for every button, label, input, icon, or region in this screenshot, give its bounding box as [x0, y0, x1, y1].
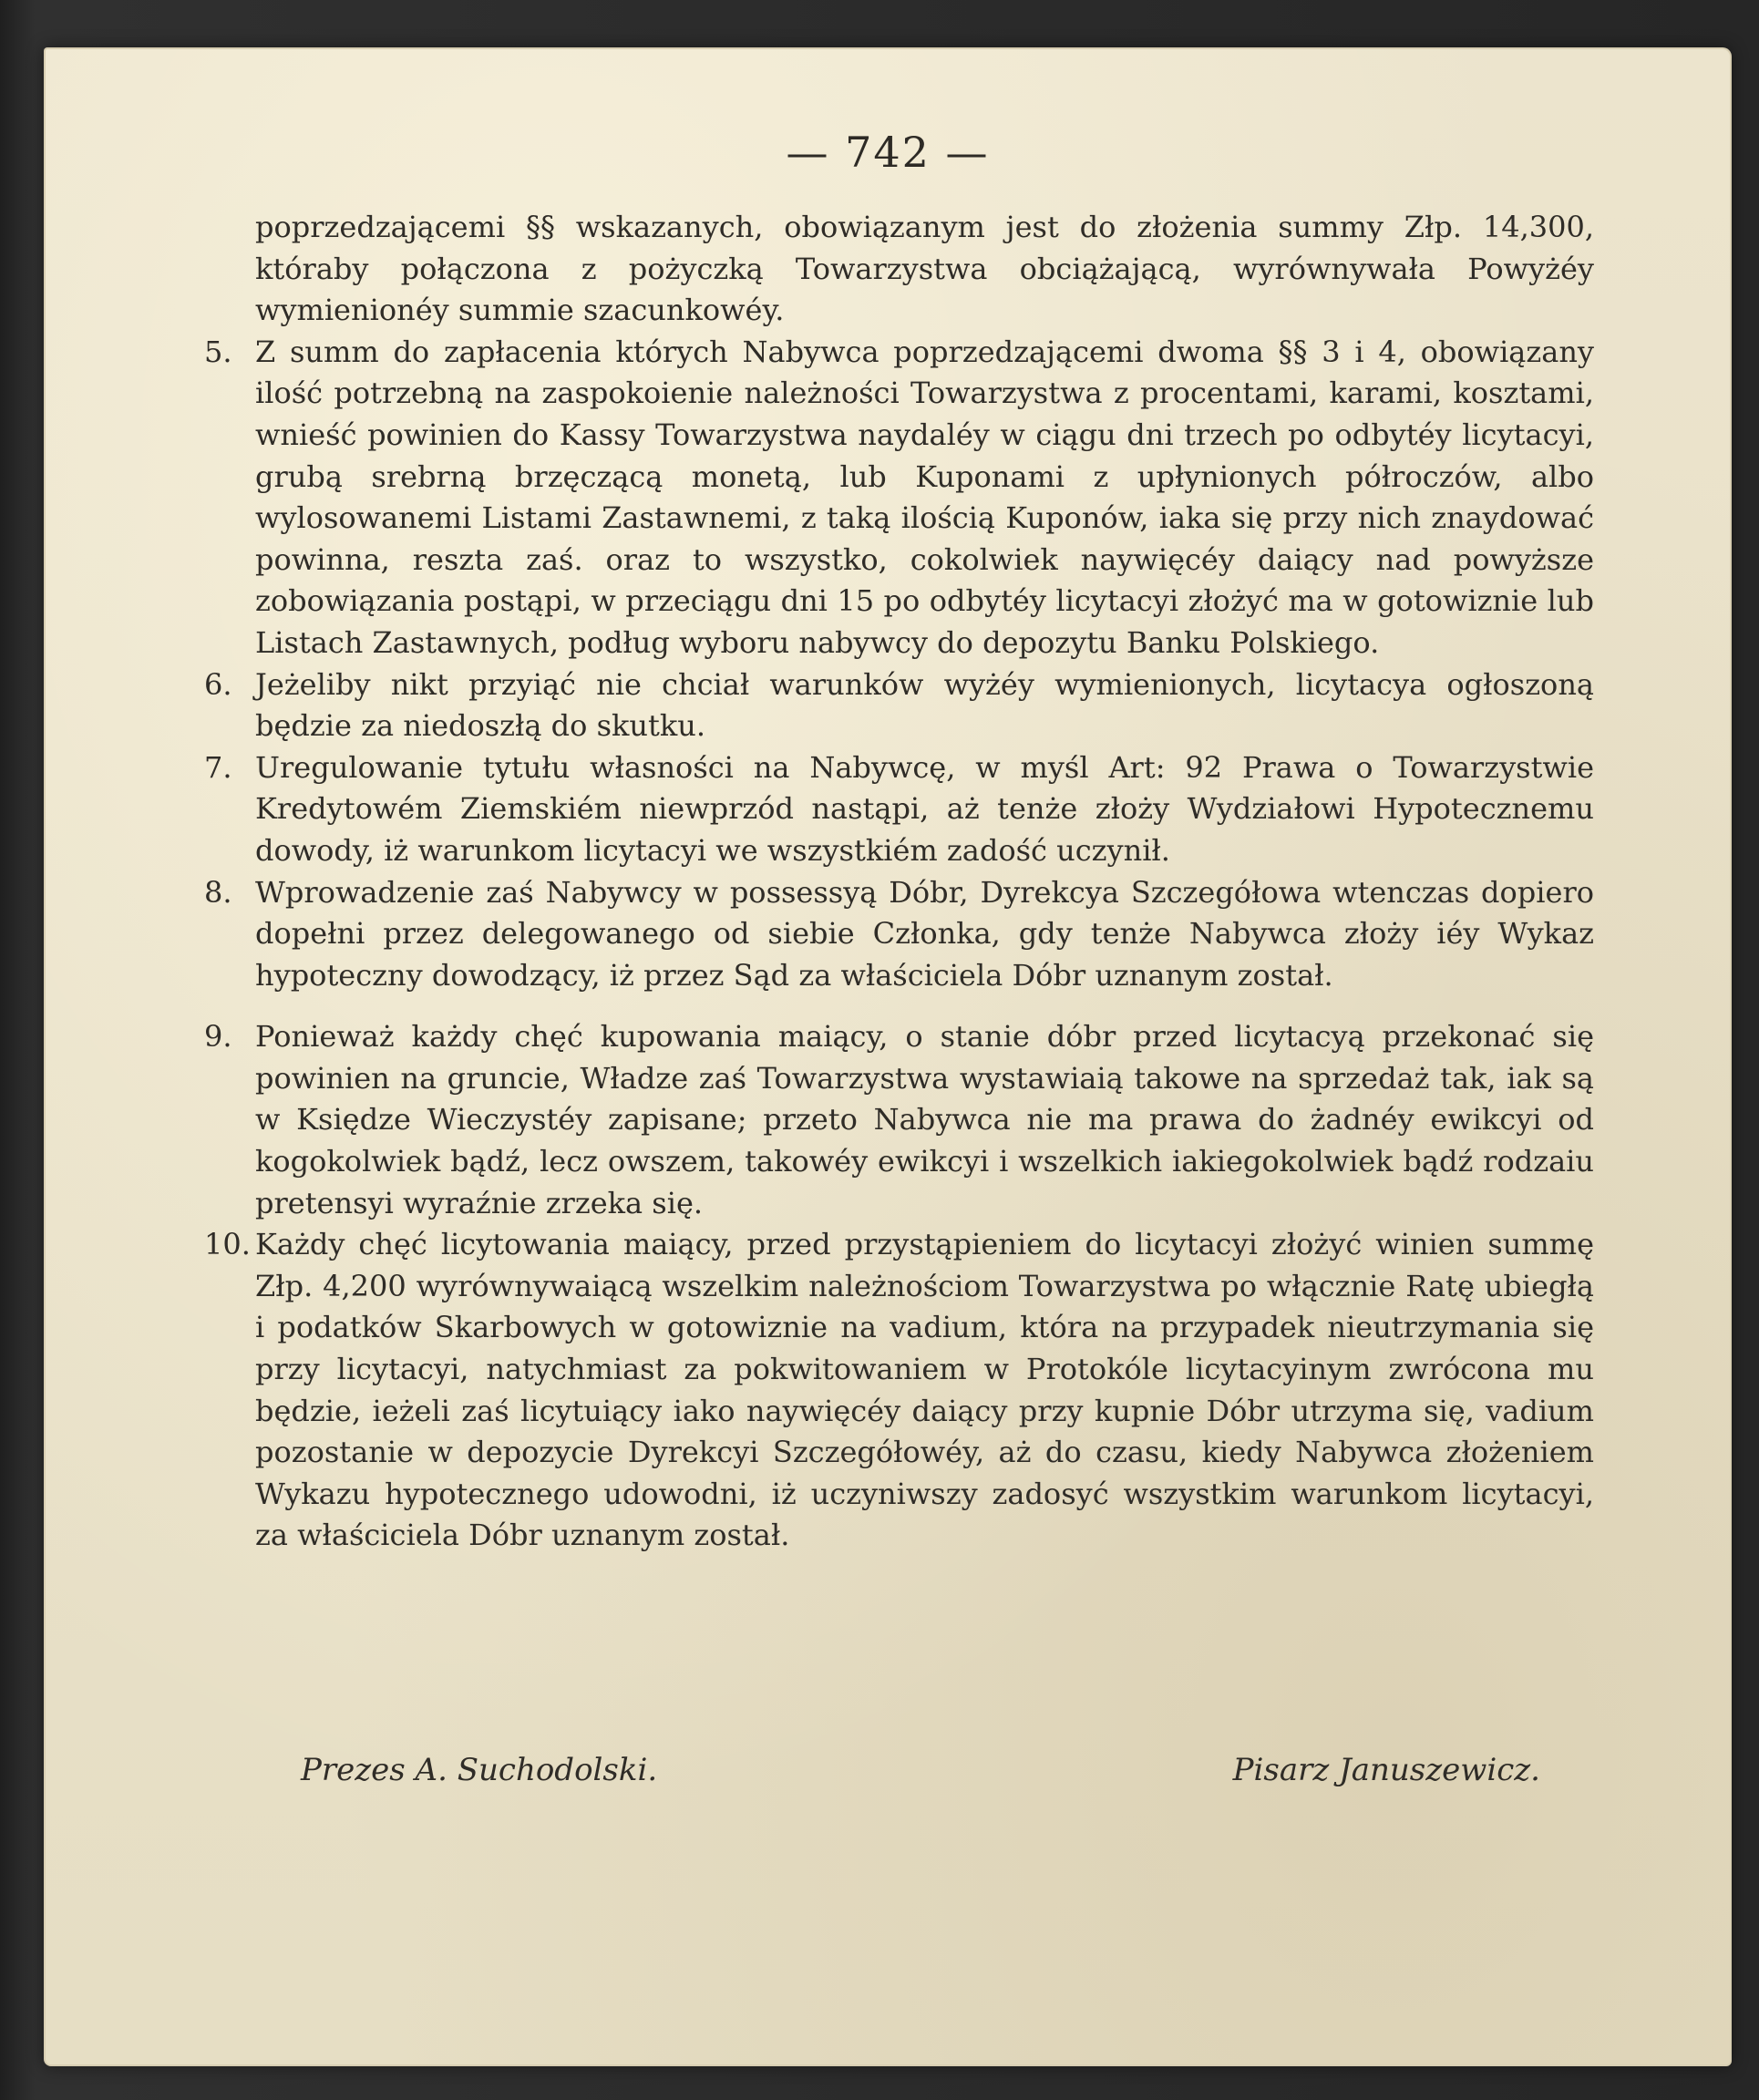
item-number: 6. [204, 666, 232, 702]
item-number: 10. [204, 1227, 251, 1262]
list-item-7 [204, 747, 1594, 872]
item-text: Każdy chęć licytowania maiący, przed przystąpieniem do licytacyi złożyć winien summę Złp. 4,200 wyrównywaiącą wszelkim należnościom Towarzystwa po włącznie Ratę ubiegłą i podatków Skarbowych w gotowiznie na vadium, która na przypadek nieutrzymania się przy licytacyi, natychmiast za pokwitowaniem w Protokóle licytacyinym zwrócona mu będzie, ieżeli zaś licytuiący iako naywięcéy daiący przy kupnie Dóbr utrzyma się, vadium pozostanie w depozycie Dyrekcyi Szczegółowéy, aż do czasu, kiedy Nabywca złożeniem Wykazu hypotecznego udowodni, iż uczyniwszy zadosyć wszystkim warunkom licytacyi, za właściciela Dóbr uznanym został. [255, 1227, 1594, 1553]
document-body [204, 207, 1594, 1557]
item-text: Ponieważ każdy chęć kupowania maiący, o stanie dóbr przed licytacyą przekonać się powinien na gruncie, Władze zaś Towarzystwa wystawiaią takowe na sprzedaż tak, iak są w Księdze Wieczystéy zapisane; przeto Nabywca nie ma prawa do żadnéy ewikcyi od kogokolwiek bądź, lecz owszem, takowéy ewikcyi i wszelkich iakiegokolwiek bądź rodzaiu pretensyi wyraźnie zrzeka się. [255, 1019, 1594, 1220]
item-text: Z summ do zapłacenia których Nabywca poprzedzającemi dwoma §§ 3 i 4, obowiązany ilość potrzebną na zaspokoienie należności Towarzystwa z procentami, karami, kosztami, wnieść powinien do Kassy Towarzystwa naydaléy w ciągu dni trzech po odbytéy licytacyi, grubą srebrną brzęczącą monetą, lub Kuponami z upłynionych półroczów, albo wylosowanemi Listami Zastawnemi, z taką ilością Kuponów, iaka się przy nich znaydować powinna, reszta zaś. oraz to wszystko, cokolwiek naywięcéy daiący nad powyższe zobowiązania postąpi, w przeciągu dni 15 po odbytéy licytacyi złożyć ma w gotowiznie lub Listach Zastawnych, podług wyboru nabywcy do depozytu Banku Polskiego. [255, 334, 1594, 660]
signature-president: Prezes A. Suchodolski. [301, 1752, 658, 1788]
item-text: Wprowadzenie zaś Nabywcy w possessyą Dóbr, Dyrekcya Szczegółowa wtenczas dopiero dopełni przez delegowanego od siebie Członka, gdy tenże Nabywca złoży iéy Wykaz hypoteczny dowodzący, iż przez Sąd za właściciela Dóbr uznanym został. [255, 874, 1594, 993]
item-number: 8. [204, 874, 232, 910]
document-page [44, 47, 1732, 2066]
list-item-10 [204, 1224, 1594, 1557]
item-number: 9. [204, 1019, 232, 1055]
paragraph-gap [204, 996, 1594, 1016]
item-text: Jeżeliby nikt przyiąć nie chciał warunków wyżéy wymienionych, licytacya ogłoszoną będzie za niedoszłą do skutku. [255, 666, 1594, 744]
list-item-9 [204, 1016, 1594, 1224]
page-number: — 742 — [786, 128, 990, 177]
list-item-6 [204, 664, 1594, 747]
list-item-8 [204, 872, 1594, 997]
item-text: Uregulowanie tytułu własności na Nabywcę, w myśl Art: 92 Prawa o Towarzystwie Kredytowém Ziemskiém niewprzód nastąpi, aż tenże złoży Wydziałowi Hypotecznemu dowody, iż warunkom licytacyi we wszystkiém zadość uczynił. [255, 749, 1594, 868]
item-number: 7. [204, 749, 232, 785]
list-item-5 [204, 332, 1594, 664]
signature-clerk: Pisarz Januszewicz. [1232, 1752, 1540, 1788]
item-number: 5. [204, 334, 232, 369]
signature-line [301, 1752, 1540, 1788]
intro-paragraph: poprzedzającemi §§ wskazanych, obowiązanym jest do złożenia summy Złp. 14,300, któraby połączona z pożyczką Towarzystwa obciążającą, wyrównywała Powyżéy wymienionéy summie szacunkowéy. [255, 210, 1594, 328]
